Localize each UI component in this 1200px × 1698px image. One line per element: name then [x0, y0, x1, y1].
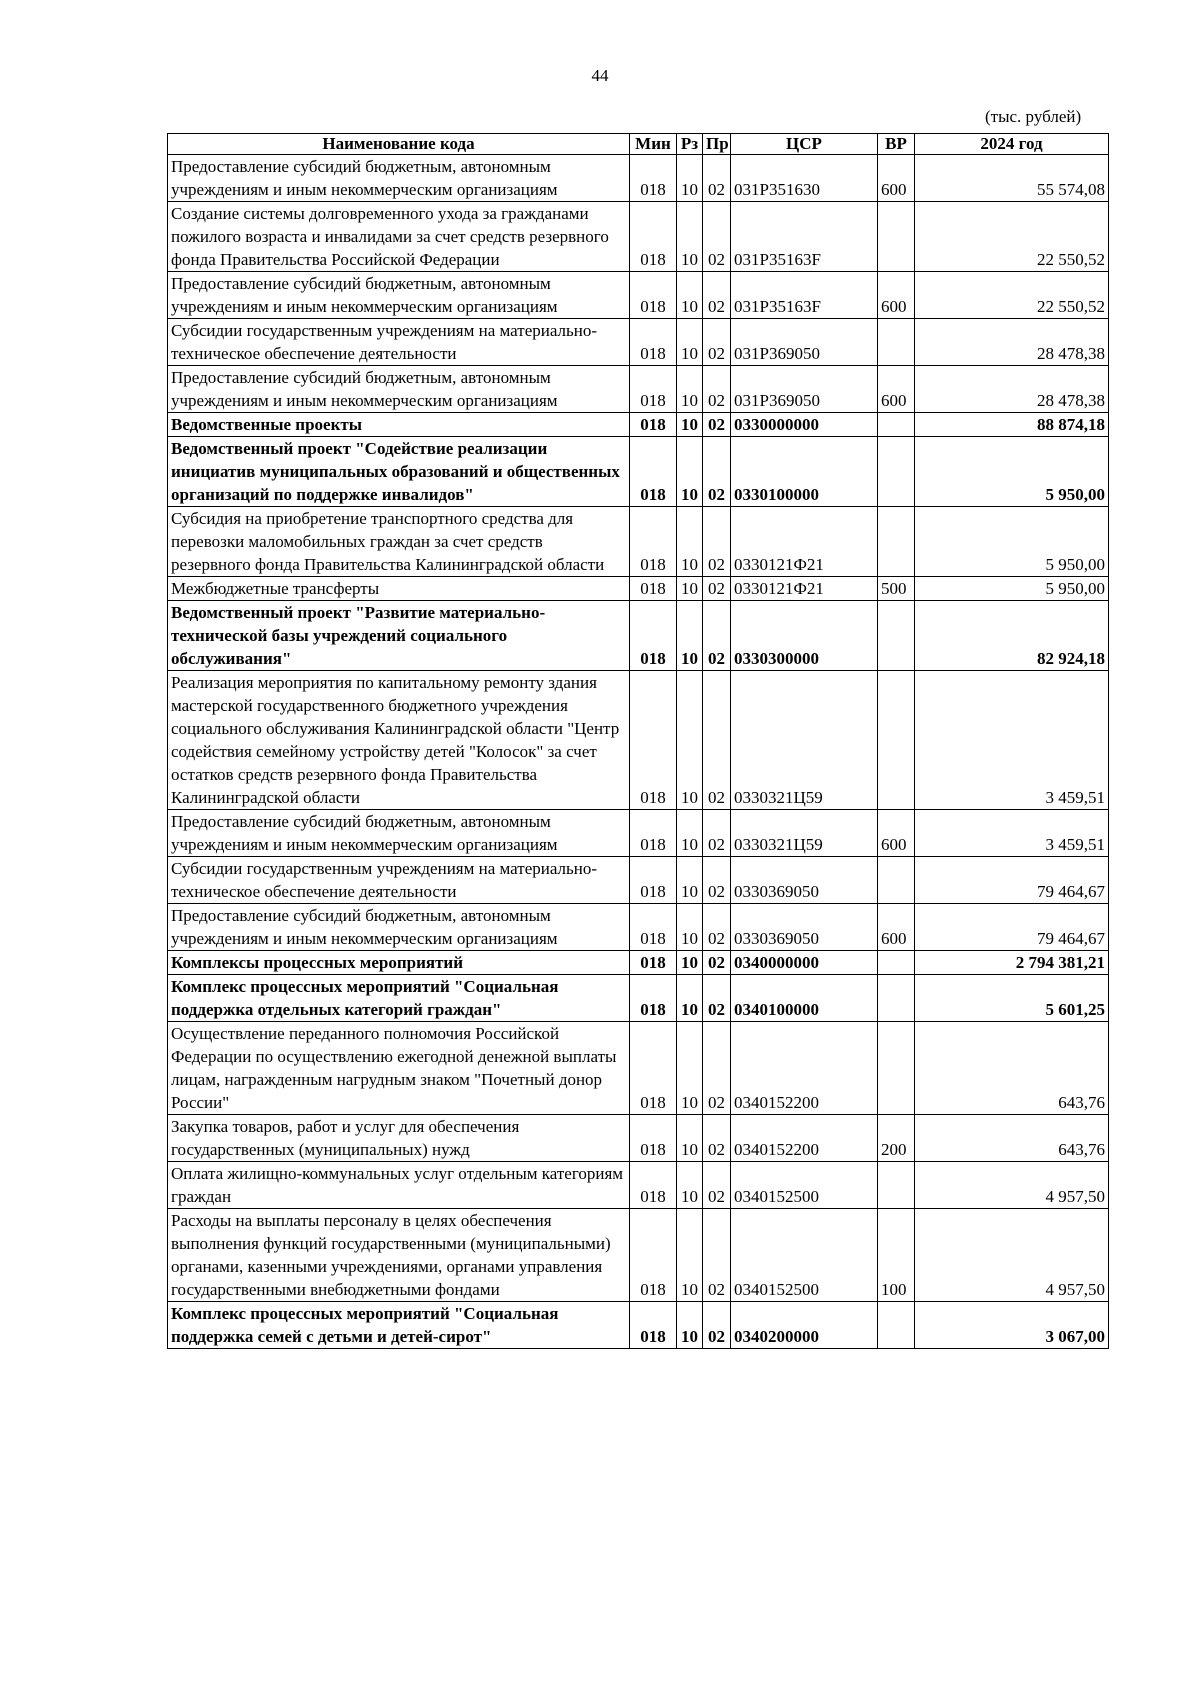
table-header-row	[168, 134, 1109, 155]
cell-amount: 5 950,00	[915, 437, 1109, 507]
cell-min: 018	[630, 904, 677, 951]
cell-pr: 02	[703, 413, 731, 437]
header-name: Наименование кода	[168, 134, 630, 155]
cell-amount: 79 464,67	[915, 857, 1109, 904]
cell-min: 018	[630, 202, 677, 272]
cell-csr: 0330121Ф21	[731, 577, 878, 601]
cell-vr	[878, 857, 915, 904]
cell-rz: 10	[677, 202, 703, 272]
cell-name: Создание системы долговременного ухода за гражданами пожилого возраста и инвалидами за счет средств резервного фонда Правительства Российской Федерации	[168, 202, 630, 272]
cell-min: 018	[630, 975, 677, 1022]
cell-csr: 0330300000	[731, 601, 878, 671]
cell-vr	[878, 202, 915, 272]
cell-amount: 4 957,50	[915, 1209, 1109, 1302]
cell-pr: 02	[703, 857, 731, 904]
cell-amount: 82 924,18	[915, 601, 1109, 671]
cell-min: 018	[630, 507, 677, 577]
table-body	[168, 155, 1109, 1349]
cell-amount: 4 957,50	[915, 1162, 1109, 1209]
cell-vr	[878, 1302, 915, 1349]
header-vr: ВР	[878, 134, 915, 155]
table-row	[168, 671, 1109, 810]
cell-min: 018	[630, 155, 677, 202]
cell-pr: 02	[703, 810, 731, 857]
cell-pr: 02	[703, 319, 731, 366]
cell-csr: 0340200000	[731, 1302, 878, 1349]
cell-rz: 10	[677, 904, 703, 951]
cell-name: Предоставление субсидий бюджетным, автономным учреждениям и иным некоммерческим организациям	[168, 272, 630, 319]
cell-rz: 10	[677, 1302, 703, 1349]
table-row	[168, 507, 1109, 577]
table-row	[168, 366, 1109, 413]
cell-name: Предоставление субсидий бюджетным, автономным учреждениям и иным некоммерческим организациям	[168, 366, 630, 413]
cell-name: Предоставление субсидий бюджетным, автономным учреждениям и иным некоммерческим организациям	[168, 810, 630, 857]
cell-csr: 031Р351630	[731, 155, 878, 202]
table-row	[168, 437, 1109, 507]
cell-vr: 600	[878, 904, 915, 951]
cell-pr: 02	[703, 1022, 731, 1115]
cell-rz: 10	[677, 413, 703, 437]
cell-vr: 200	[878, 1115, 915, 1162]
cell-min: 018	[630, 1162, 677, 1209]
cell-amount: 28 478,38	[915, 319, 1109, 366]
cell-vr	[878, 975, 915, 1022]
cell-name: Ведомственный проект "Содействие реализации инициатив муниципальных образований и общественных организаций по поддержке инвалидов"	[168, 437, 630, 507]
cell-name: Расходы на выплаты персоналу в целях обеспечения выполнения функций государственными (муниципальными) органами, казенными учреждениями, органами управления государственными внебюджетными фондами	[168, 1209, 630, 1302]
cell-amount: 5 601,25	[915, 975, 1109, 1022]
cell-csr: 0330121Ф21	[731, 507, 878, 577]
cell-pr: 02	[703, 975, 731, 1022]
cell-min: 018	[630, 857, 677, 904]
cell-min: 018	[630, 319, 677, 366]
cell-min: 018	[630, 1115, 677, 1162]
cell-min: 018	[630, 413, 677, 437]
cell-vr	[878, 413, 915, 437]
cell-vr: 600	[878, 272, 915, 319]
cell-rz: 10	[677, 1209, 703, 1302]
table-row	[168, 1209, 1109, 1302]
cell-min: 018	[630, 272, 677, 319]
cell-pr: 02	[703, 437, 731, 507]
cell-min: 018	[630, 601, 677, 671]
cell-name: Оплата жилищно-коммунальных услуг отдельным категориям граждан	[168, 1162, 630, 1209]
cell-amount: 79 464,67	[915, 904, 1109, 951]
table-row	[168, 1115, 1109, 1162]
cell-pr: 02	[703, 507, 731, 577]
cell-rz: 10	[677, 272, 703, 319]
table-row	[168, 319, 1109, 366]
cell-csr: 031Р369050	[731, 366, 878, 413]
cell-vr: 500	[878, 577, 915, 601]
cell-rz: 10	[677, 1115, 703, 1162]
cell-csr: 0330000000	[731, 413, 878, 437]
table-row	[168, 904, 1109, 951]
header-min: Мин	[630, 134, 677, 155]
cell-vr	[878, 1022, 915, 1115]
table-row	[168, 951, 1109, 975]
cell-min: 018	[630, 951, 677, 975]
cell-min: 018	[630, 1022, 677, 1115]
cell-name: Субсидия на приобретение транспортного средства для перевозки маломобильных граждан за счет средств резервного фонда Правительства Калининградской области	[168, 507, 630, 577]
cell-rz: 10	[677, 1162, 703, 1209]
cell-amount: 3 459,51	[915, 671, 1109, 810]
header-csr: ЦСР	[731, 134, 878, 155]
table-row	[168, 857, 1109, 904]
cell-name: Ведомственные проекты	[168, 413, 630, 437]
cell-vr	[878, 319, 915, 366]
cell-min: 018	[630, 810, 677, 857]
cell-pr: 02	[703, 1302, 731, 1349]
cell-csr: 0330100000	[731, 437, 878, 507]
units-label: (тыс. рублей)	[985, 107, 1082, 126]
cell-csr: 031Р35163F	[731, 202, 878, 272]
cell-min: 018	[630, 577, 677, 601]
cell-min: 018	[630, 1302, 677, 1349]
table-row	[168, 1022, 1109, 1115]
cell-name: Реализация мероприятия по капитальному ремонту здания мастерской государственного бюджетного учреждения социального обслуживания Калининградской области "Центр содействия семейному устройству детей "Колосок" за счет остатков средств резервного фонда Правительства Калининградской области	[168, 671, 630, 810]
cell-vr: 600	[878, 155, 915, 202]
cell-rz: 10	[677, 951, 703, 975]
table-row	[168, 1162, 1109, 1209]
cell-rz: 10	[677, 601, 703, 671]
cell-rz: 10	[677, 437, 703, 507]
cell-amount: 5 950,00	[915, 577, 1109, 601]
cell-pr: 02	[703, 601, 731, 671]
cell-name: Субсидии государственным учреждениям на материально-техническое обеспечение деятельности	[168, 319, 630, 366]
table-row	[168, 202, 1109, 272]
cell-rz: 10	[677, 319, 703, 366]
cell-vr	[878, 951, 915, 975]
cell-vr	[878, 1162, 915, 1209]
cell-vr	[878, 601, 915, 671]
cell-name: Комплексы процессных мероприятий	[168, 951, 630, 975]
cell-csr: 0340152500	[731, 1162, 878, 1209]
header-pr: Пр	[703, 134, 731, 155]
cell-name: Предоставление субсидий бюджетным, автономным учреждениям и иным некоммерческим организациям	[168, 904, 630, 951]
cell-vr	[878, 437, 915, 507]
cell-name: Закупка товаров, работ и услуг для обеспечения государственных (муниципальных) нужд	[168, 1115, 630, 1162]
cell-csr: 0330369050	[731, 904, 878, 951]
cell-rz: 10	[677, 671, 703, 810]
table-row	[168, 975, 1109, 1022]
cell-rz: 10	[677, 155, 703, 202]
cell-rz: 10	[677, 577, 703, 601]
cell-amount: 2 794 381,21	[915, 951, 1109, 975]
cell-csr: 0330321Ц59	[731, 671, 878, 810]
cell-name: Осуществление переданного полномочия Российской Федерации по осуществлению ежегодной денежной выплаты лицам, награжденным нагрудным знаком "Почетный донор России"	[168, 1022, 630, 1115]
header-amount: 2024 год	[915, 134, 1109, 155]
cell-pr: 02	[703, 904, 731, 951]
cell-rz: 10	[677, 1022, 703, 1115]
cell-amount: 22 550,52	[915, 272, 1109, 319]
cell-amount: 55 574,08	[915, 155, 1109, 202]
table-row	[168, 601, 1109, 671]
cell-csr: 031Р369050	[731, 319, 878, 366]
cell-pr: 02	[703, 366, 731, 413]
cell-rz: 10	[677, 810, 703, 857]
cell-amount: 88 874,18	[915, 413, 1109, 437]
table-row	[168, 577, 1109, 601]
cell-csr: 0330369050	[731, 857, 878, 904]
cell-amount: 22 550,52	[915, 202, 1109, 272]
cell-pr: 02	[703, 155, 731, 202]
cell-vr: 600	[878, 810, 915, 857]
cell-amount: 3 459,51	[915, 810, 1109, 857]
cell-amount: 643,76	[915, 1022, 1109, 1115]
cell-pr: 02	[703, 202, 731, 272]
cell-pr: 02	[703, 671, 731, 810]
cell-min: 018	[630, 1209, 677, 1302]
cell-pr: 02	[703, 577, 731, 601]
cell-amount: 643,76	[915, 1115, 1109, 1162]
cell-min: 018	[630, 437, 677, 507]
cell-rz: 10	[677, 366, 703, 413]
cell-amount: 5 950,00	[915, 507, 1109, 577]
table-row	[168, 810, 1109, 857]
cell-rz: 10	[677, 975, 703, 1022]
cell-pr: 02	[703, 1209, 731, 1302]
cell-csr: 031Р35163F	[731, 272, 878, 319]
table-row	[168, 413, 1109, 437]
table-row	[168, 155, 1109, 202]
cell-vr: 100	[878, 1209, 915, 1302]
cell-name: Ведомственный проект "Развитие материально-технической базы учреждений социального обслуживания"	[168, 601, 630, 671]
cell-rz: 10	[677, 857, 703, 904]
cell-vr	[878, 671, 915, 810]
cell-name: Комплекс процессных мероприятий "Социальная поддержка отдельных категорий граждан"	[168, 975, 630, 1022]
cell-pr: 02	[703, 951, 731, 975]
cell-min: 018	[630, 671, 677, 810]
cell-name: Предоставление субсидий бюджетным, автономным учреждениям и иным некоммерческим организациям	[168, 155, 630, 202]
cell-csr: 0340152500	[731, 1209, 878, 1302]
cell-rz: 10	[677, 507, 703, 577]
cell-name: Межбюджетные трансферты	[168, 577, 630, 601]
cell-csr: 0340000000	[731, 951, 878, 975]
cell-pr: 02	[703, 1115, 731, 1162]
cell-amount: 28 478,38	[915, 366, 1109, 413]
budget-table	[167, 133, 1109, 1349]
header-rz: Рз	[677, 134, 703, 155]
cell-vr: 600	[878, 366, 915, 413]
cell-pr: 02	[703, 1162, 731, 1209]
page-number: 44	[591, 66, 609, 85]
cell-pr: 02	[703, 272, 731, 319]
cell-csr: 0340152200	[731, 1115, 878, 1162]
table-row	[168, 272, 1109, 319]
cell-csr: 0340100000	[731, 975, 878, 1022]
cell-csr: 0330321Ц59	[731, 810, 878, 857]
cell-min: 018	[630, 366, 677, 413]
table-row	[168, 1302, 1109, 1349]
cell-csr: 0340152200	[731, 1022, 878, 1115]
cell-name: Субсидии государственным учреждениям на материально-техническое обеспечение деятельности	[168, 857, 630, 904]
cell-amount: 3 067,00	[915, 1302, 1109, 1349]
cell-vr	[878, 507, 915, 577]
cell-name: Комплекс процессных мероприятий "Социальная поддержка семей с детьми и детей-сирот"	[168, 1302, 630, 1349]
